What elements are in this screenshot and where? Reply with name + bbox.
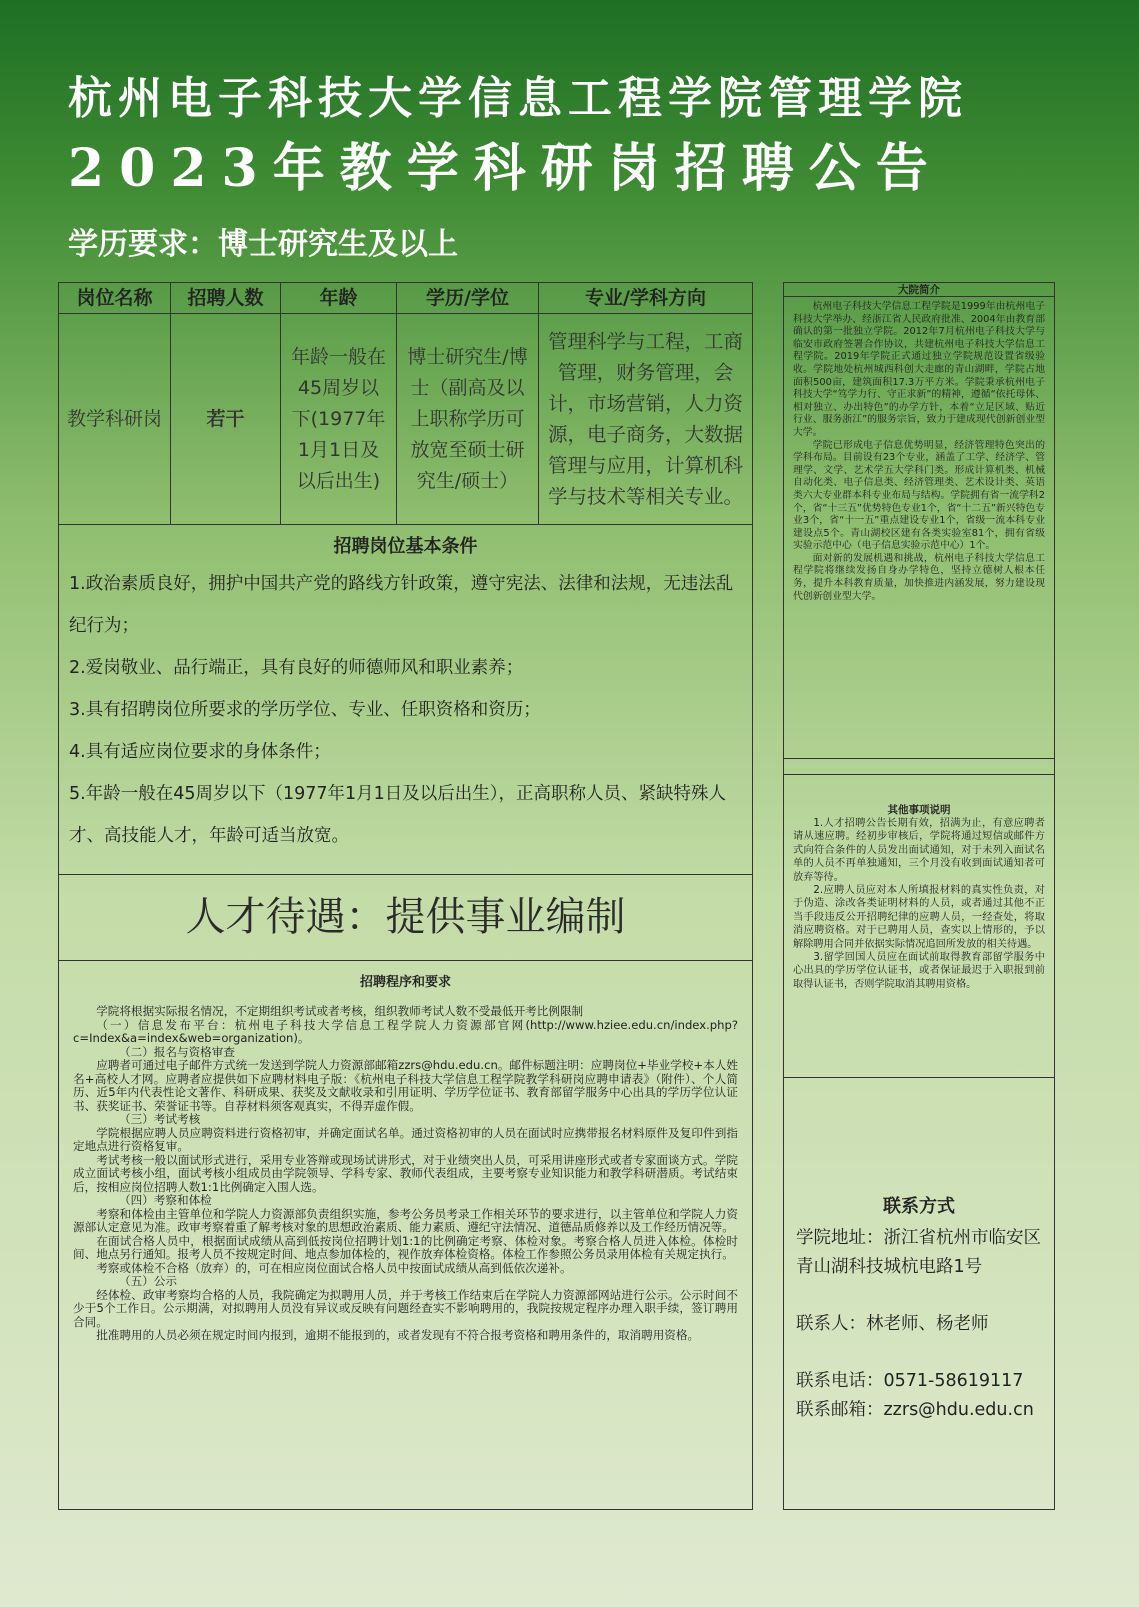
- intro-title: 大院简介: [784, 283, 1054, 297]
- cell-age: [281, 314, 397, 525]
- cell-degree-text: 博士研究生/博士（副高及以上职称学历可放宽至硕士研究生/硕士）: [407, 345, 528, 492]
- condition-item: 4.具有适应岗位要求的身体条件；: [69, 742, 331, 762]
- condition-item: 5.年龄一般在45周岁以下（1977年1月1日及以后出生），正高职称人员、紧缺特殊人才、高技能人才，年龄可适当放宽。: [69, 784, 727, 846]
- procedure-paragraph: 经体检、政审考察均合格的人员，我院确定为拟聘用人员，并于考核工作结束后在学院人力资源部网站进行公示。公示时间不少于5个工作日。公示期满，对拟聘用人员没有异议或反映有问题经查实不影响聘用的，我院按规定程序办理入职手续，签订聘用合同。: [73, 1287, 738, 1329]
- other-paragraph: 3.留学回国人员应在面试前取得教育部留学服务中心出具的学历学位认证书，或者保证最迟于入职报到前取得认证书，否则学院取消其聘用资格。: [793, 952, 1045, 990]
- intro-paragraph: 面对新的发展机遇和挑战，杭州电子科技大学信息工程学院将继续发扬自身办学特色，坚持立德树人根本任务，提升本科教育质量，加快推进内涵发展，努力建设现代创新创业型大学。: [793, 552, 1045, 602]
- header-count: 招聘人数: [171, 283, 281, 314]
- procedure-paragraph: 考察或体检不合格（放弃）的，可在相应岗位面试合格人员中按面试成绩从高到低依次递补。: [96, 1260, 572, 1275]
- other-paragraph: 1.人才招聘公告长期有效，招满为止，有意应聘者请从速应聘。经初步审核后，学院将通过短信或邮件方式向符合条件的人员发出面试通知，对于未列入面试名单的人员不再单独通知，三个月没有收到面试通知者可放弃等待。: [793, 818, 1045, 883]
- procedure-intro: 学院将根据实际报名情况，不定期组织考试或者考核，组织教师考试人数不受最低开考比例限制: [96, 1004, 584, 1018]
- header-age: 年龄: [281, 283, 397, 314]
- contact-address: 学院地址：浙江省杭州市临安区青山湖科技城杭电路1号: [796, 1228, 1041, 1277]
- conditions-title: 招聘岗位基本条件: [333, 536, 478, 557]
- basic-conditions: [59, 525, 752, 875]
- announcement-title-line2: 2023年教学科研岗招聘公告: [68, 138, 943, 199]
- intro-footer-divider: [784, 758, 1054, 774]
- header-position: 岗位名称: [59, 283, 171, 314]
- header-major: 专业/学科方向: [539, 283, 752, 314]
- contact-box: [783, 1078, 1055, 1510]
- contact-email[interactable]: 联系邮箱：zzrs@hdu.edu.cn: [796, 1400, 1034, 1420]
- procedure-title: 招聘程序和要求: [359, 975, 451, 990]
- header-degree: 学历/学位: [397, 283, 539, 314]
- procedure-section-title: （四）考察和体检: [119, 1193, 212, 1207]
- procedure-paragraph: 考试考核一般以面试形式进行，采用专业答辩或现场试讲形式，对于业绩突出人员，可采用讲座形式或者专家面谈方式。学院成立面试考核小组，面试考核小组成员由学院领导、学科专家、教师代表组成，主要考察专业知识能力和教学科研潜质。考试结束后，按相应岗位招聘人数1:1比例确定入围人选。: [73, 1152, 738, 1194]
- procedure-platform: （一）信息发布平台：杭州电子科技大学信息工程学院人力资源部官网(http://www.hziee.edu.cn/index.php?c=Index&a=index&web=organization)。: [73, 1017, 738, 1045]
- condition-item: 3.具有招聘岗位所要求的学历学位、专业、任职资格和资历；: [69, 700, 541, 720]
- other-paragraph: 2.应聘人员应对本人所填报材料的真实性负责，对于伪造、涂改各类证明材料的人员，或者通过其他不正当手段违反公开招聘纪律的应聘人员，一经查处，将取消应聘资格。对于已聘用人员，查实以上情形的，予以解除聘用合同并依据实际情况追回所发放的相关待遇。: [793, 885, 1045, 950]
- procedure-paragraph: 应聘者可通过电子邮件方式统一发送到学院人力资源部邮箱zzrs@hdu.edu.cn。邮件标题注明：应聘岗位+毕业学校+本人姓名+高校人才网。应聘者应提供如下应聘材料电子版：《杭州电子科技大学信息工程学院教学科研岗应聘申请表》（附件）、个人简历、近5年内代表性论文著作、科研成果、获奖及文献收录和引用证明、学历学位证书、教育部留学服务中心出具的学历学位认证书、获奖证书、荣誉证书等。自荐材料须客观真实，不得弄虚作假。: [73, 1058, 738, 1113]
- cell-major-text: 管理科学与工程，工商管理，财务管理，会计，市场营销，人力资源，电子商务，大数据管理与应用，计算机科学与技术等相关专业。: [547, 330, 743, 508]
- procedure-paragraph: 在面试合格人员中，根据面试成绩从高到低按岗位招聘计划1:1的比例确定考察、体检对象。考察合格人员进入体检。体检时间、地点另行通知。报考人员不按规定时间、地点参加体检的，视作放弃体检资格。体检工作参照公务员录用体检有关规定执行。: [73, 1233, 738, 1261]
- procedure-paragraph: 考察和体检由主管单位和学院人力资源部负责组织实施，参考公务员考录工作相关环节的要求进行，以主管单位和学院人力资源部认定意见为准。政审考察着重了解考核对象的思想政治素质、能力素质、遵纪守法情况、道德品质修养以及工作经历情况等。: [73, 1206, 738, 1234]
- cell-count-text: 若干: [206, 407, 245, 430]
- talent-benefit: 人才待遇：提供事业编制: [59, 875, 752, 961]
- contact-person: 联系人：林老师、杨老师: [796, 1314, 989, 1334]
- other-title: 其他事项说明: [887, 804, 951, 816]
- intro-paragraph: 学院已形成电子信息优势明显，经济管理特色突出的学科布局。目前设有23个专业，涵盖了工学、经济学、管理学、文学、艺术学五大学科门类。形成计算机类、机械自动化类、电子信息类、经济管理类、艺术设计类、英语类六大专业群本科专业布局与结构。学院拥有省一流学科2个，省“十三五”优势特色专业1个，省“十二五”新兴特色专业3个，省“十一五”重点建设专业1个，省级一流本科专业建设点5个。青山湖校区建有各类实验室81个，拥有省级实验示范中心（电子信息实验示范中心）1个。: [793, 439, 1045, 552]
- contact-title: 联系方式: [883, 1196, 955, 1217]
- intro-paragraph: 杭州电子科技大学信息工程学院是1999年由杭州电子科技大学举办、经浙江省人民政府批准、2004年由教育部确认的第一批独立学院。2012年7月杭州电子科技大学与临安市政府签署合作协议，共建杭州电子科技大学信息工程学院。2019年学院正式通过独立学院规范设置省级验收。学院地处杭州城西科创大走廊的青山湖畔，学院占地面积500亩，建筑面积17.3万平方米。学院秉承杭州电子科技大学“笃学力行、守正求新”的精神，遵循“依托母体、相对独立、办出特色”的办学方针，本着“立足区域、贴近行业、服务浙江”的服务宗旨，致力于建成现代创新创业型大学。: [793, 301, 1045, 438]
- recruitment-table: [58, 282, 753, 1510]
- cell-major: [539, 314, 752, 525]
- cell-position: [59, 314, 171, 525]
- cell-age-text: 年龄一般在45周岁以下(1977年1月1日及以后出生): [291, 345, 387, 492]
- cell-count: [171, 314, 281, 525]
- procedure-section-title: （五）公示: [119, 1274, 177, 1288]
- procedure-section-title: （三）考试考核: [119, 1112, 201, 1126]
- condition-item: 2.爱岗敬业、品行端正，具有良好的师德师风和职业素养；: [69, 658, 524, 678]
- announcement-title-line1: 杭州电子科技大学信息工程学院管理学院: [68, 73, 968, 124]
- procedure-section-title: （二）报名与资格审查: [119, 1044, 235, 1059]
- education-requirement: 学历要求：博士研究生及以上: [68, 227, 458, 262]
- cell-position-text: 教学科研岗: [67, 407, 163, 430]
- condition-item: 1.政治素质良好，拥护中国共产党的路线方针政策，遵守宪法、法律和法规，无违法乱纪行为；: [69, 574, 734, 636]
- other-notes-box: [783, 775, 1055, 1078]
- college-intro-box: [783, 282, 1055, 775]
- contact-phone: 联系电话：0571-58619117: [796, 1371, 1024, 1391]
- intro-body: [784, 297, 1054, 603]
- cell-degree: [397, 314, 539, 525]
- procedure-paragraph: 批准聘用的人员必须在规定时间内报到，逾期不能报到的，或者发现有不符合报考资格和聘用条件的，取消聘用资格。: [96, 1328, 700, 1342]
- procedure-paragraph: 学院根据应聘人员应聘资料进行资格初审，并确定面试名单。通过资格初审的人员在面试时应携带报名材料原件及复印件到指定地点进行资格复审。: [73, 1125, 738, 1153]
- recruitment-procedure: [59, 961, 752, 1509]
